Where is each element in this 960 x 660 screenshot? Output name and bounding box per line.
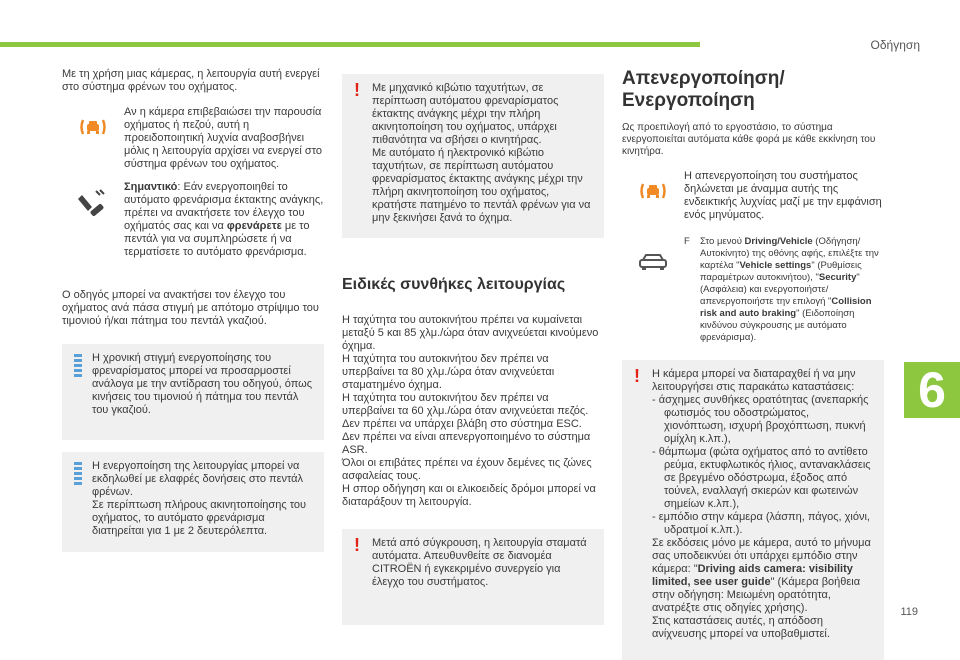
text-part: (Οδήγηση/Αυτοκίνητο) της οθόνης αφής, επιλέξτε την καρτέλα " xyxy=(700,236,879,271)
col3-item2-text xyxy=(700,236,884,344)
warning-exclamation-icon: ! xyxy=(634,366,640,386)
security-label: Security xyxy=(818,272,857,283)
col3-item2-body xyxy=(684,236,884,344)
col1-paragraph: Ο οδηγός μπορεί να ανακτήσει τον έλεγχο του οχήματος ανά πάσα στιγμή με απότομο στρίψιμο του τιμονιού ή/και πάτημα του πεντάλ γκαζιού. xyxy=(62,289,319,327)
special-conditions-heading: Ειδικές συνθήκες λειτουργίας xyxy=(342,276,566,293)
page-header-title: Οδήγηση xyxy=(870,38,920,52)
column-2 xyxy=(342,68,604,625)
condition-line: Η ταχύτητα του αυτοκινήτου δεν πρέπει να υπερβαίνει τα 80 χλμ./ώρα όταν ανιχνεύεται σταματημένο όχημα. xyxy=(342,353,555,391)
condition-line: Δεν πρέπει να είναι απενεργοποιημένο το σύστημα ASR. xyxy=(342,431,591,456)
col1-item2-part2: με το πεντάλ για να συμπληρώσετε ή να τερματίσετε το αυτόματο φρενάρισμα. xyxy=(124,220,310,258)
menu-driving-vehicle: Driving/Vehicle xyxy=(744,236,813,247)
chapter-tab: 6 xyxy=(904,362,960,418)
brake-pedal-foot-icon xyxy=(62,181,124,259)
text-part: " (Ρυθμίσεις παραμέτρων αυτοκινήτου), " xyxy=(700,260,862,283)
collision-off-indicator-icon xyxy=(622,170,684,222)
col3-item1-text: Η απενεργοποίηση του συστήματος δηλώνεται με άναμμα αυτής της ενδεικτικής λυχνίας μαζί με την εμφάνιση ενός μηνύματος. xyxy=(684,170,882,221)
col3-item-indicator xyxy=(622,170,884,222)
col1-item1-text: Αν η κάμερα επιβεβαιώσει την παρουσία οχήματος ή πεζού, αυτή η προειδοποιητική λυχνία αναβοσβήνει μόλις η λειτουργία αρχίσει να ενεργεί στο σύστημα φρένων του οχήματος. xyxy=(124,106,323,170)
condition-line: Η ταχύτητα του αυτοκινήτου πρέπει να κυμαίνεται μεταξύ 5 και 85 χλμ./ώρα όταν ανιχνεύεται κινούμενο όχημα. xyxy=(342,314,599,352)
condition-line: Δεν πρέπει να υπάρχει βλάβη στο σύστημα ESC. xyxy=(342,418,582,430)
col2-warn1-part1: Με μηχανικό κιβώτιο ταχυτήτων, σε περίπτωση αυτόματου φρεναρίσματος έκτακτης ανάγκης μέχρι την πλήρη ακινητοποίηση του οχήματος, υπάρχει πιθανότητα να σβήσει ο κινητήρας. xyxy=(372,82,559,146)
brake-emphasis: φρενάρετε xyxy=(226,220,282,232)
text-part: " (Κάμερα βοήθεια στην οδήγηση: Μειωμένη ορατότητα, ανατρέξτε στις οδηγίες χρήσης). xyxy=(652,576,861,614)
col2-warning-2 xyxy=(342,529,604,625)
info-icon xyxy=(74,462,82,487)
important-label: Σημαντικό xyxy=(124,181,178,193)
col1-item2-text xyxy=(124,181,324,259)
col2-warn2-text: Μετά από σύγκρουση, η λειτουργία σταματά αυτόματα. Απευθυνθείτε σε διανομέα CITROËN ή εγκεκριμένο συνεργείο για έλεγχο του συστήματος. xyxy=(372,537,587,588)
column-3 xyxy=(622,68,884,660)
col1-intro: Με τη χρήση μιας κάμερας, η λειτουργία αυτή ενεργεί στο σύστημα φρένων του οχήματος. xyxy=(62,68,320,93)
condition-line: Όλοι οι επιβάτες πρέπει να έχουν δεμένες τις ζώνες ασφαλείας τους. xyxy=(342,457,592,482)
col3-warn-message xyxy=(652,537,874,615)
list-item: - θάμπωμα (φώτα οχήματος από το αντίθετο ρεύμα, εκτυφλωτικός ήλιος, αντανακλάσεις σε βρεγμένο οδόστρωμα, έξοδος από τούνελ, εναλλαγή σκιερών και φωτεινών σημείων κ.λπ.), xyxy=(652,446,871,510)
camera-message: Driving aids camera: visibility limited, see user guide xyxy=(652,563,853,588)
text-part: Στο μενού xyxy=(700,236,745,247)
info-icon xyxy=(74,354,82,379)
col3-warning-camera xyxy=(622,360,884,660)
page-number: 119 xyxy=(900,606,918,618)
deactivation-heading: Απενεργοποίηση/Ενεργοποίηση xyxy=(622,68,785,111)
special-conditions-list xyxy=(342,314,604,509)
condition-line: Η ταχύτητα του αυτοκινήτου δεν πρέπει να υπερβαίνει τα 60 χλμ./ώρα όταν ανιχνεύεται πεζός. xyxy=(342,392,589,417)
col1-item-warning-lamp xyxy=(62,106,324,171)
col3-warn-end: Στις καταστάσεις αυτές, η απόδοση ανίχνευσης μπορεί να υποβαθμιστεί. xyxy=(652,615,830,640)
list-item: - άσχημες συνθήκες ορατότητας (ανεπαρκής φωτισμός του οδοστρώματος, χιονόπτωση, ισχυρή βροχόπτωση, πυκνή ομίχλη κ.λπ.), xyxy=(652,394,869,445)
col3-item-settings xyxy=(622,236,884,344)
col1-item2-part1: : Εάν ενεργοποιηθεί το αυτόματο φρενάρισμα έκτακτης ανάγκης, πρέπει να ανακτήσετε τον έλεγχο του οχήματός σας και να xyxy=(124,181,324,232)
col1-note2-part2: Σε περίπτωση πλήρους ακινητοποίησης του οχήματος, το αυτόματο φρενάρισμα διατηρείται για 1 με 2 δευτερόλεπτα. xyxy=(92,499,307,537)
col1-note2-part1: Η ενεργοποίηση της λειτουργίας μπορεί να εκδηλωθεί με ελαφρές δονήσεις στο πεντάλ φρένων. xyxy=(92,460,304,498)
tab-vehicle-settings: Vehicle settings xyxy=(739,260,812,271)
col2-warn1-part2: Με αυτόματο ή ηλεκτρονικό κιβώτιο ταχυτήτων, σε περίπτωση αυτόματου φρεναρίσματος έκτακτης ανάγκης μέχρι την πλήρη ακινητοποίηση του οχήματος, κρατήστε πατημένο το πεντάλ φρένων για να μην ξεκινήσει ξανά το όχημα. xyxy=(372,147,591,224)
top-accent-bar xyxy=(0,42,700,47)
column-1 xyxy=(62,68,324,552)
text-part: Σε εκδόσεις μόνο με κάμερα, αυτό το μήνυμα σας υποδεικνύει ότι υπάρχει εμπόδιο στην κάμερα: " xyxy=(652,537,871,575)
col2-warning-1 xyxy=(342,74,604,238)
col1-note1-text: Η χρονική στιγμή ενεργοποίησης του φρεναρίσματος μπορεί να προσαρμοστεί ανάλογα με την αντίδραση του οδηγού, όπως κινήσεις του τιμονιού ή πάτημα του πεντάλ του γκαζιού. xyxy=(92,352,313,416)
condition-line: Η σπορ οδήγηση και οι ελικοειδείς δρόμοι μπορεί να διαταράξουν τη λειτουργία. xyxy=(342,483,596,508)
warning-exclamation-icon: ! xyxy=(354,80,360,100)
col1-info-note-1 xyxy=(62,344,324,440)
list-item: - εμπόδιο στην κάμερα (λάσπη, πάγος, χιόνι, υδρατμοί κ.λπ.). xyxy=(652,511,870,536)
col1-item-important xyxy=(62,181,324,259)
warning-exclamation-icon: ! xyxy=(354,535,360,555)
step-bullet: F xyxy=(684,236,690,247)
car-settings-icon xyxy=(622,236,684,344)
text-part: " (Ασφάλεια) και ενεργοποιήστε/απενεργοποιήστε την επιλογή " xyxy=(700,272,860,307)
camera-conditions-list xyxy=(652,394,874,537)
col1-info-note-2 xyxy=(62,452,324,552)
col3-warn-intro: Η κάμερα μπορεί να διαταραχθεί ή να μην λειτουργήσει στις παρακάτω καταστάσεις: xyxy=(652,368,856,393)
col3-intro: Ως προεπιλογή από το εργοστάσιο, το σύστημα ενεργοποιείται αυτόματα κάθε φορά με κάθε εκκίνηση του κινητήρα. xyxy=(622,122,876,157)
text-part: " (Ειδοποίηση κινδύνου σύγκρουσης με αυτόματο φρενάρισμα). xyxy=(700,308,855,343)
collision-risk-option: Collision risk and auto braking xyxy=(700,296,872,319)
collision-warning-icon xyxy=(62,106,124,171)
